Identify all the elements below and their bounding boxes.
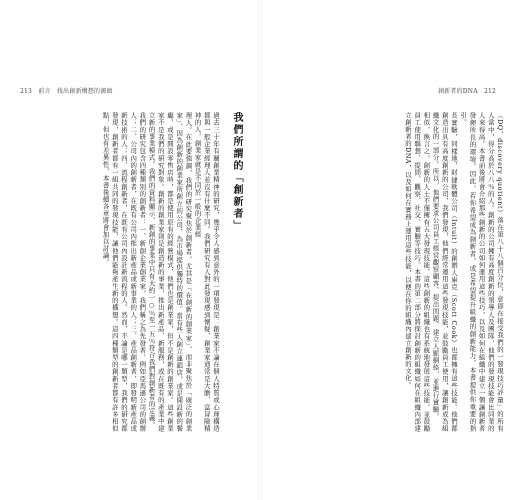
paragraph: 理人。在此要強調，我們的研究聚焦於創新者，尤其是「在創新的創業家」，而非聚焦於「廣泛的創業家」，因為創新的創業家所創立的公司，為市場提供獨特的價值。當有些人創立連鎖店，或是開設新的餐廳，或是開設零售店時，都是使用原有的經營模式，他們也是創業家，但不是創新的創業家。這些創業家不是我們的研究對象。創新的創業家則是創造新的事業，推出新產品、新服務，或在既有的產業中建立新的事業模式。我們的資料顯示，新創的事業中只有大約一○％至一五％符合我們對創新者的定義。	[147, 112, 193, 432]
paragraph: 過去三十年有關創業精神的研究，幾乎令人感到意外的一項發現是：創業家不論在個人特質或心理構造都與一般企業經理人並沒有什麼不同。我們研究有人對此發現感到懷疑，創業家通常是大膽、富冒險精神的人，創業家就是不同於一般的企業經	[193, 112, 220, 432]
paragraph: 我們的研究包含四種類別的創新者：一、新創企業創業家，我們稱之為先發者，例如亞馬遜公司的創辦人；二、公司內的創新者，在既有公司內推出新產品或新事業的人；三、產品創新者，即發明新產品或新技術的人；四、流程創新者，在既有公司內設計新流程的人。然而，不論是哪一類型，我們的研究都發現，創新者都有一組共同的發現技能，讓他們能夠產生新的構想。這四種類型的創新者都有許多相似點，但也有差異性，本書後續各章將會加以討論。	[101, 112, 147, 432]
paragraph: 長實驗，同樣地，財捷軟體公司（Intuit）的創辦人庫克（Scott Cook）也都擁有這些技能。他們都創造出具有高度創新的公司，我們發現，他們經常運用這些發現技能，並鼓勵員工使用，讓創新成為組織文化的一部分。所以，他們要求公司員工經常觀察顧客、提出問題、建立人脈網絡，並進行實驗。	[431, 112, 458, 432]
right-body-text	[264, 112, 504, 432]
left-body-text	[14, 112, 244, 432]
right-running-head: 創新者的DNA 212	[437, 88, 496, 95]
section-title: 我們所謂的「創新者」	[231, 112, 242, 232]
left-running-head: 213 前言 找出創新構想的源頭	[20, 88, 113, 95]
paragraph: 相似，換言之，創新的人士不僅擁有五大發現技能，這些創新的組織也有系統地發展這些技能，並鼓勵員工使用聯想、提問、觀察、社交、實驗等技巧。本書的第二部分將探討創新的組織如何在組織內部建立創新者的DNA，以及如何在實務上運用這些技能，以便在你的組織內建立創新的文化。	[403, 112, 431, 432]
paragraph: （DQ，discovery quotient）落在第八十八個百分位，意即在接受我們的一發現技巧評量」的所有人當中，得分高於八八％的人。創新的公司擁有高度創新的領導人及團隊，他們的發現技能會比同業的人來得高。本書前後將會介紹那些創新的公司如何運用這些技巧，以及如何在組織中建立一個讓創新者發揮所長的環境。因此，若你希望成為創新者，或是希望提升組織的創新能力，本書提供你重要的指引。	[459, 112, 504, 432]
right-page	[260, 0, 520, 500]
